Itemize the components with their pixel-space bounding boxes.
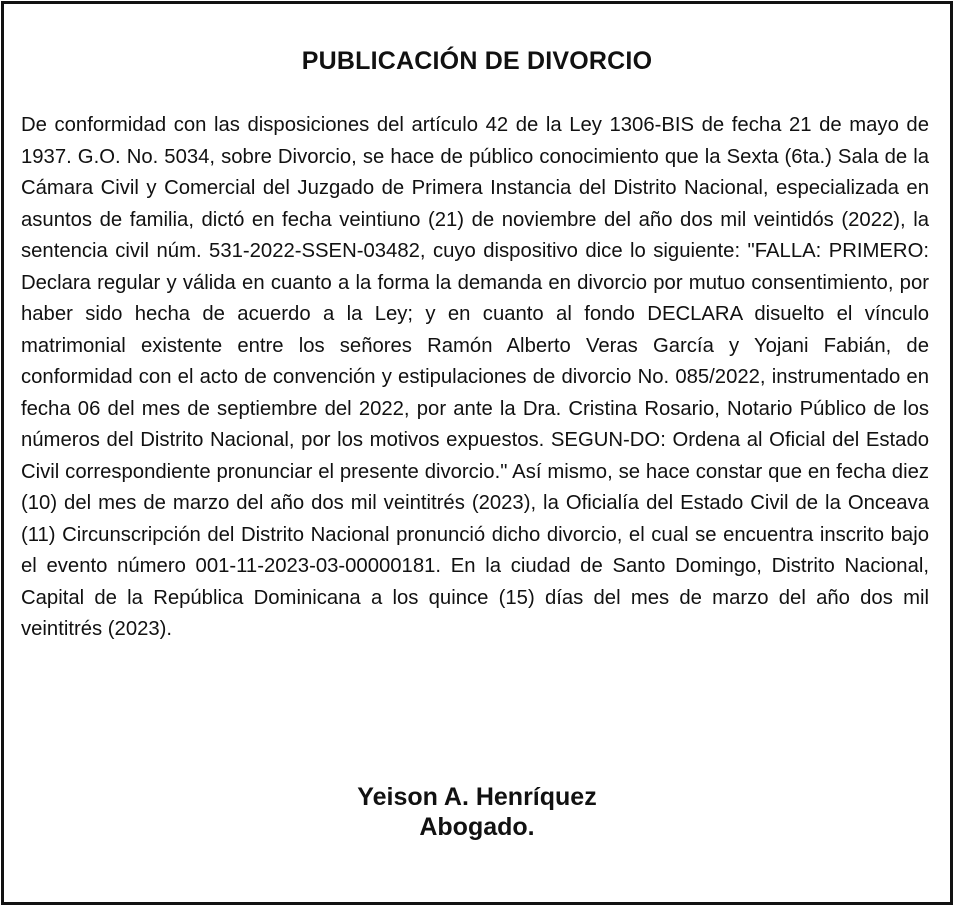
notice-title: PUBLICACIÓN DE DIVORCIO [301, 47, 653, 75]
notice-body: De conformidad con las disposiciones del artículo 42 de la Ley 1306-BIS de fecha 21 de mayo de 1937. G.O. No. 5034, sobre Divorcio, se hace de público conocimiento que la Sexta (6ta.) Sala de la Cámara Civil y Comercial del Juzgado de Primera Instancia del Distrito Nacional, especializada en asuntos de familia, dictó en fecha veintiuno (21) de noviembre del año dos mil veintidós (2022), la sentencia civil núm. 531-2022-SSEN-03482, cuyo dispositivo dice lo siguiente: "FALLA: PRIMERO: Declara regular y válida en cuanto a la forma la demanda en divorcio por mutuo consentimiento, por haber sido hecha de acuerdo a la Ley; y en cuanto al fondo DECLARA disuelto el vínculo matrimonial existente entre los señores Ramón Alberto Veras García y Yojani Fabián, de conformidad con el acto de convención y estipulaciones de divorcio No. 085/2022, instrumentado en fecha 06 del mes de septiembre del 2022, por ante la Dra. Cristina Rosario, Notario Público de los números del Distrito Nacional, por los motivos expuestos. SEGUN-DO: Ordena al Oficial del Estado Civil correspondiente pronunciar el presente divorcio." Así mismo, se hace constar que en fecha diez (10) del mes de marzo del año dos mil veintitrés (2023), la Oficialía del Estado Civil de la Onceava (11) Circunscripción del Distrito Nacional pronunció dicho divorcio, el cual se encuentra inscrito bajo el evento número 001-11-2023-03-00000181. En la ciudad de Santo Domingo, Distrito Nacional, Capital de la República Dominicana a los quince (15) días del mes de marzo del año dos mil veintitrés (2023). [21, 114, 929, 640]
signature-block [4, 782, 950, 842]
signature-title: Abogado. [419, 813, 535, 841]
signature-name: Yeison A. Henríquez [357, 783, 597, 811]
legal-notice-box [1, 1, 953, 905]
